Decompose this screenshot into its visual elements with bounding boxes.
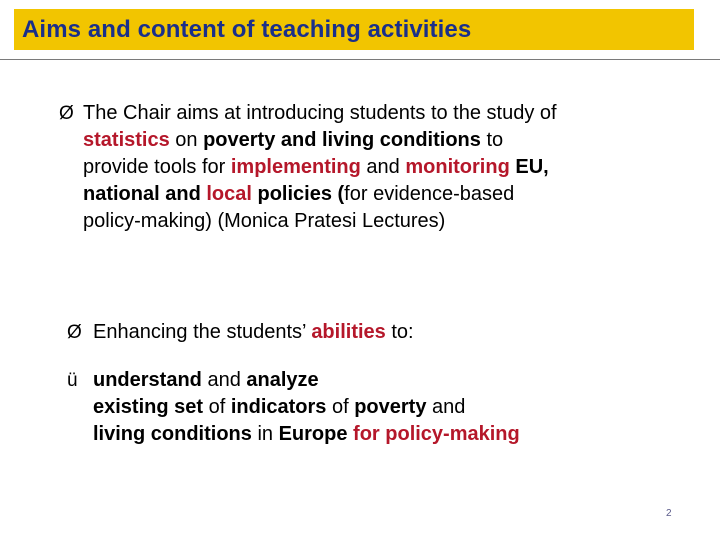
- text-line: [93, 367, 687, 394]
- text-line: [83, 127, 699, 154]
- bullet-aims-text: [83, 100, 699, 235]
- text-run: for policy-making: [347, 423, 520, 445]
- text-run: Enhancing the students’: [93, 321, 312, 343]
- text-run: national and: [83, 183, 207, 205]
- text-line: [93, 319, 687, 346]
- text-run: and: [426, 396, 466, 418]
- text-run: existing set: [93, 396, 204, 418]
- bullet-understand: [67, 367, 687, 448]
- bullet-understand-text: [93, 367, 687, 448]
- text-run: and: [201, 369, 247, 391]
- text-run: on: [169, 129, 204, 151]
- text-run: provide tools for: [83, 156, 231, 178]
- text-line: [83, 181, 699, 208]
- text-run: and: [360, 156, 406, 178]
- text-line: [83, 100, 699, 127]
- text-run: indicators: [230, 396, 327, 418]
- text-run: of: [203, 396, 231, 418]
- text-run: understand: [93, 369, 202, 391]
- bullet-aims: [59, 100, 699, 235]
- text-run: policy-making) (Monica Pratesi Lectures): [83, 210, 446, 232]
- text-run: to: [480, 129, 504, 151]
- text-run: statistics: [83, 129, 170, 151]
- text-run: local: [206, 183, 252, 205]
- text-line: [83, 208, 699, 235]
- bullet-enhancing: [67, 319, 687, 346]
- page-number: 2: [666, 508, 672, 519]
- text-line: [93, 421, 687, 448]
- text-run: implementing: [230, 156, 361, 178]
- checkmark-bullet-icon: ü: [67, 370, 78, 391]
- text-run: living conditions: [93, 423, 252, 445]
- text-run: EU,: [509, 156, 549, 178]
- slide-title: Aims and content of teaching activities: [22, 15, 472, 43]
- text-run: monitoring: [405, 156, 510, 178]
- text-run: poverty and living conditions: [203, 129, 481, 151]
- text-line: [93, 394, 687, 421]
- text-run: poverty: [354, 396, 427, 418]
- text-run: to:: [385, 321, 414, 343]
- text-run: of: [326, 396, 355, 418]
- text-run: for evidence-based: [344, 183, 515, 205]
- text-run: analyze: [246, 369, 319, 391]
- text-line: [83, 154, 699, 181]
- text-run: in: [251, 423, 279, 445]
- arrow-bullet-icon: Ø: [59, 103, 74, 124]
- text-run: The Chair aims at introducing students to the study of: [83, 102, 557, 124]
- text-run: policies (: [251, 183, 345, 205]
- text-run: Europe: [278, 423, 348, 445]
- title-bar: [14, 9, 694, 50]
- bullet-enhancing-text: [93, 319, 687, 346]
- text-run: abilities: [311, 321, 386, 343]
- title-divider: [0, 59, 720, 60]
- arrow-bullet-icon: Ø: [67, 322, 82, 343]
